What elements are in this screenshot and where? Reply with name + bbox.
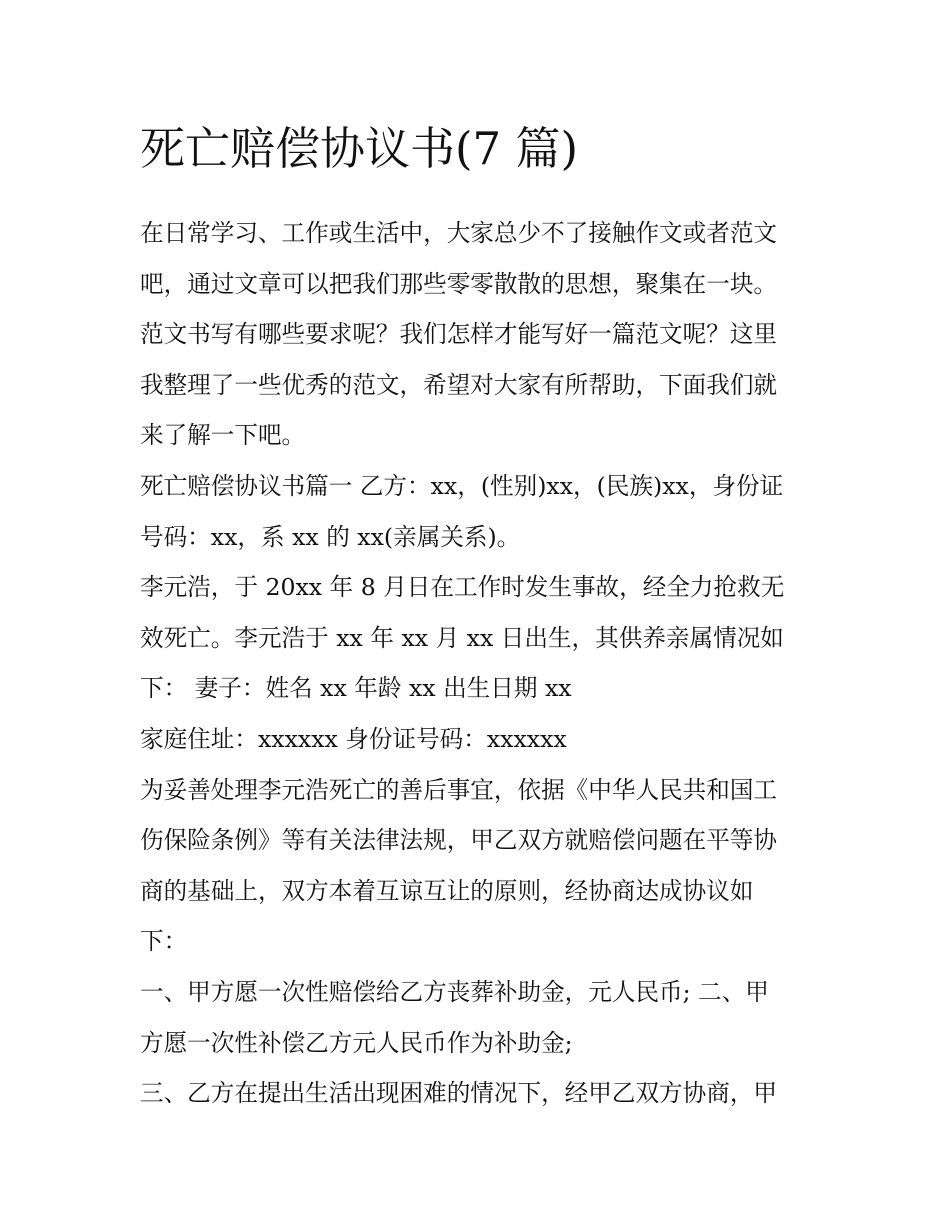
text-line: 方愿一次性补偿乙方元人民币作为补助金;	[140, 1028, 573, 1057]
text-line: 效死亡。李元浩于 xx 年 xx 月 xx 日出生，其供养亲属情况如	[140, 623, 784, 652]
paragraph-party-b	[140, 461, 820, 562]
paragraph-basis	[140, 765, 820, 967]
paragraph-clause-3	[140, 1068, 820, 1119]
text-line: 一、甲方愿一次性赔偿给乙方丧葬补助金，元人民币; 二、甲	[140, 977, 769, 1006]
text-line: 范文书写有哪些要求呢？我们怎样才能写好一篇范文呢？这里	[140, 320, 778, 349]
text-line: 在日常学习、工作或生活中，大家总少不了接触作文或者范文	[140, 219, 778, 247]
text-line: 李元浩，于 20xx 年 8 月日在工作时发生事故，经全力抢救无	[140, 573, 785, 602]
paragraph-clause-1-2	[140, 967, 820, 1068]
text-line: 吧，通过文章可以把我们那些零零散散的思想，聚集在一块。	[140, 269, 778, 298]
text-line: 号码：xx，系 xx 的 xx(亲属关系)。	[140, 522, 521, 551]
paragraph-address	[140, 714, 820, 765]
text-line: 三、乙方在提出生活出现困难的情况下，经甲乙双方协商，甲	[140, 1079, 778, 1108]
text-line: 我整理了一些优秀的范文，希望对大家有所帮助，下面我们就	[140, 370, 778, 399]
text-line: 伤保险条例》等有关法律法规，甲乙双方就赔偿问题在平等协	[140, 826, 778, 855]
text-line: 下： 妻子：姓名 xx 年龄 xx 出生日期 xx	[140, 674, 572, 703]
text-line: 商的基础上，双方本着互谅互让的原则，经协商达成协议如	[140, 876, 754, 905]
text-line: 死亡赔偿协议书篇一 乙方：xx，(性别)xx，(民族)xx，身份证	[140, 471, 784, 500]
document-title: 死亡赔偿协议书(7 篇)	[140, 122, 579, 175]
text-line: 来了解一下吧。	[140, 421, 306, 450]
text-line: 家庭住址：xxxxxx 身份证号码：xxxxxx	[140, 724, 567, 753]
paragraph-incident	[140, 562, 820, 714]
text-line: 为妥善处理李元浩死亡的善后事宜，依据《中华人民共和国工	[140, 775, 778, 804]
document-page	[140, 112, 820, 1119]
paragraph-intro	[140, 208, 820, 461]
text-line: 下：	[140, 927, 188, 956]
